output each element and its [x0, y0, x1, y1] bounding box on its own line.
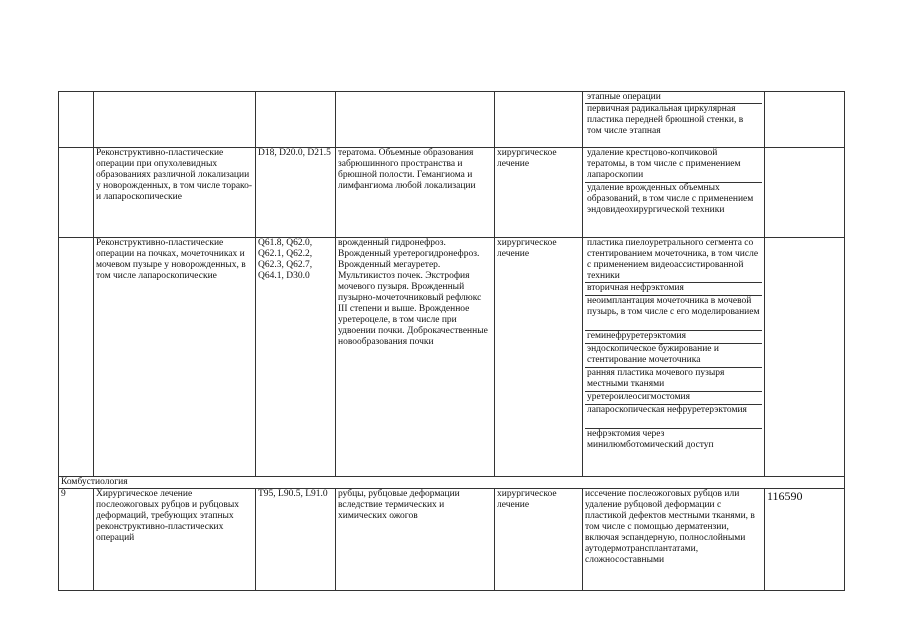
table-row: [59, 92, 845, 148]
method-item: ранняя пластика мочевого пузыря местными тканями: [585, 368, 762, 392]
icd-codes: D18, D20.0, D21.5: [256, 148, 336, 238]
medical-care-table: [58, 91, 845, 591]
table-row: [59, 238, 845, 477]
table-row: [59, 489, 845, 591]
price: [765, 238, 845, 477]
treatment-type: хирургическое лечение: [495, 238, 583, 477]
method-item: вторичная нефрэктомия: [585, 283, 762, 296]
method-item: этапные операции: [585, 92, 762, 104]
treatment-type: [495, 92, 583, 148]
icd-codes: Q61.8, Q62.0, Q62.1, Q62.2, Q62.3, Q62.7, Q64.1, D30.0: [256, 238, 336, 477]
icd-codes: T95, L90.5, L91.0: [256, 489, 336, 591]
method-item: неоимплантация мочеточника в мочевой пузырь, в том числе с его моделированием: [585, 296, 762, 331]
treatment-type: хирургическое лечение: [495, 489, 583, 591]
method-item: эндоскопическое бужирование и стентирование мочеточника: [585, 344, 762, 368]
section-row: [59, 477, 845, 489]
care-type-name: [94, 92, 256, 148]
table-row: [59, 148, 845, 238]
treatment-method: иссечение послеожоговых рубцов или удаление рубцовой деформации с пластикой дефектов местными тканями, в том числе с помощью дерматензии, включая эспандерную, полнослойными аутодермотрансплантатами, сложносоставными: [583, 489, 765, 591]
treatment-methods: [583, 238, 765, 477]
icd-codes: [256, 92, 336, 148]
treatment-type: хирургическое лечение: [495, 148, 583, 238]
care-type-name: Реконструктивно-пластические операции при опухолевидных образованиях различной локализации у новорожденных, в том числе торако- и лапароскопические: [94, 148, 256, 238]
price: 116590: [765, 489, 845, 591]
section-title: Комбустиология: [59, 477, 845, 489]
method-item: уретероилеосигмостомия: [585, 392, 762, 405]
method-item: удаление крестцово-копчиковой тератомы, в том числе с применением лапароскопии: [585, 148, 762, 183]
row-number: 9: [59, 489, 94, 591]
method-item: первичная радикальная циркулярная пластика передней брюшной стенки, в том числе этапная: [587, 104, 744, 136]
method-item: пластика пиелоуретрального сегмента со стентированием мочеточника, в том числе с применением видеоассистированной техники: [585, 238, 762, 283]
patient-model: врожденный гидронефроз. Врожденный уретерогидронефроз. Врожденный мегауретер. Мультикистоз почек. Экстрофия мочевого пузыря. Врожденный пузырно-мочеточниковый рефлюкс III степени и выше. Врожденное уретероцеле, в том числе при удвоении почки. Доброкачественные новообразования почки: [336, 238, 495, 477]
patient-model: рубцы, рубцовые деформации вследствие термических и химических ожогов: [336, 489, 495, 591]
price: [765, 92, 845, 148]
row-number: [59, 238, 94, 477]
treatment-methods: [583, 92, 765, 148]
row-number: [59, 92, 94, 148]
care-type-name: Хирургическое лечение послеожоговых рубцов и рубцовых деформаций, требующих этапных реконструктивно-пластических операций: [94, 489, 256, 591]
price: [765, 148, 845, 238]
patient-model: [336, 92, 495, 148]
treatment-methods: [583, 148, 765, 238]
method-item: удаление врожденных объемных образований, в том числе с применением эндовидеохирургической техники: [587, 183, 754, 215]
method-item: геминефруретерэктомия: [585, 331, 762, 344]
row-number: [59, 148, 94, 238]
care-type-name: Реконструктивно-пластические операции на почках, мочеточниках и мочевом пузыре у новорожденных, в том числе лапароскопические: [94, 238, 256, 477]
method-item: нефрэктомия через минилюмботомический доступ: [587, 429, 714, 450]
method-item: лапароскопическая нефруретерэктомия: [585, 405, 762, 429]
patient-model: тератома. Объемные образования забрюшинного пространства и брюшной полости. Гемангиома и лимфангиома любой локализации: [336, 148, 495, 238]
